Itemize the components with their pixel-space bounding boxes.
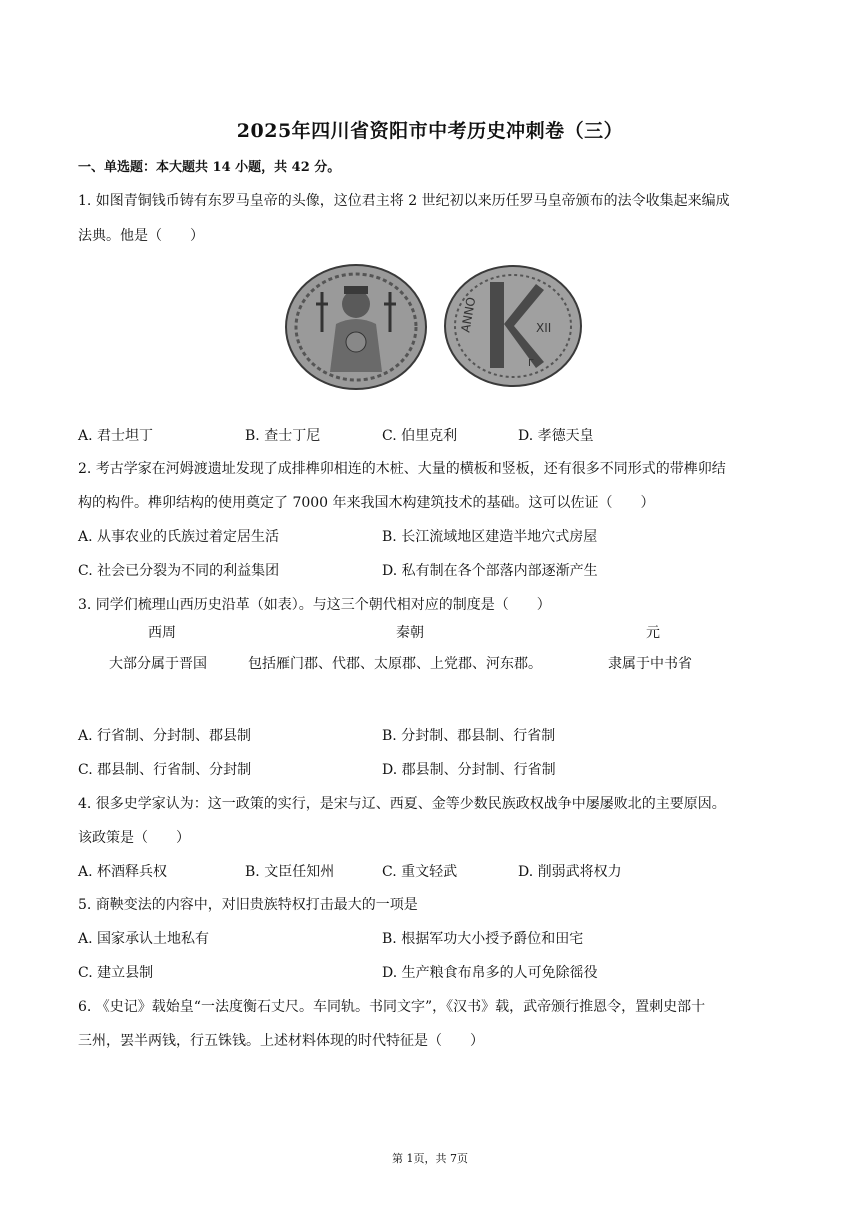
q5-option-d[interactable]: D. 生产粮食布帛多的人可免除徭役: [382, 965, 598, 981]
question-1-line-2: 法典。他是（ ）: [78, 228, 204, 244]
q5-option-b[interactable]: B. 根据军功大小授予爵位和田宅: [382, 931, 584, 947]
svg-text:Γ: Γ: [528, 358, 534, 369]
table-header-western-zhou: 西周: [148, 625, 176, 641]
q3-option-c[interactable]: C. 郡县制、行省制、分封制: [78, 762, 252, 778]
q4-option-a[interactable]: A. 杯酒释兵权: [78, 864, 168, 880]
q1-option-c[interactable]: C. 伯里克利: [382, 428, 458, 444]
q4-option-d[interactable]: D. 削弱武将权力: [518, 864, 622, 880]
q1-option-a[interactable]: A. 君士坦丁: [78, 428, 154, 444]
q2-option-a[interactable]: A. 从事农业的氏族过着定居生活: [78, 529, 280, 545]
question-4-line-1: 4. 很多史学家认为：这一政策的实行，是宋与辽、西夏、金等少数民族政权战争中屡屡败北的主要原因。: [78, 796, 726, 812]
page-title: 2025年四川省资阳市中考历史冲刺卷（三）: [236, 120, 624, 142]
section-heading: 一、单选题：本大题共 14 小题，共 42 分。: [78, 160, 341, 175]
page-footer: 第 1页，共 7页: [392, 1152, 468, 1165]
question-5-line-1: 5. 商鞅变法的内容中，对旧贵族特权打击最大的一项是: [78, 897, 418, 913]
q5-option-a[interactable]: A. 国家承认土地私有: [78, 931, 210, 947]
table-header-qin: 秦朝: [396, 625, 424, 641]
table-cell-western-zhou: 大部分属于晋国: [109, 656, 207, 672]
q2-option-b[interactable]: B. 长江流域地区建造半地穴式房屋: [382, 529, 598, 545]
table-cell-yuan: 隶属于中书省: [608, 656, 692, 672]
q4-option-b[interactable]: B. 文臣任知州: [245, 864, 335, 880]
question-2-line-2: 构的构件。榫卯结构的使用奠定了 7000 年来我国木构建筑技术的基础。这可以佐证（ ）: [78, 495, 655, 511]
question-2-line-1: 2. 考古学家在河姆渡遗址发现了成排榫卯相连的木桩、大量的横板和竖板，还有很多不同形式的带榫卯结: [78, 461, 726, 477]
q5-option-c[interactable]: C. 建立县制: [78, 965, 154, 981]
q4-option-c[interactable]: C. 重文轻武: [382, 864, 458, 880]
table-header-yuan: 元: [646, 625, 660, 641]
q3-option-b[interactable]: B. 分封制、郡县制、行省制: [382, 728, 556, 744]
q2-option-c[interactable]: C. 社会已分裂为不同的利益集团: [78, 563, 280, 579]
question-6-line-1: 6. 《史记》载始皇“一法度衡石丈尺。车同轨。书同文字”，《汉书》载，武帝颁行推恩令，置刺史部十: [78, 999, 706, 1015]
q3-option-a[interactable]: A. 行省制、分封制、郡县制: [78, 728, 252, 744]
svg-text:ANNO: ANNO: [458, 296, 479, 334]
svg-text:XII: XII: [536, 321, 552, 335]
table-cell-qin: 包括雁门郡、代郡、太原郡、上党郡、河东郡。: [248, 656, 542, 672]
question-3-line-1: 3. 同学们梳理山西历史沿革（如表）。与这三个朝代相对应的制度是（ ）: [78, 597, 551, 613]
coin-obverse-image: [282, 262, 430, 392]
question-6-line-2: 三州，罢半两钱，行五铢钱。上述材料体现的时代特征是（ ）: [78, 1033, 484, 1049]
q2-option-d[interactable]: D. 私有制在各个部落内部逐渐产生: [382, 563, 598, 579]
q1-option-b[interactable]: B. 查士丁尼: [245, 428, 321, 444]
question-4-line-2: 该政策是（ ）: [78, 830, 190, 846]
q1-option-d[interactable]: D. 孝德天皇: [518, 428, 594, 444]
q3-option-d[interactable]: D. 郡县制、分封制、行省制: [382, 762, 556, 778]
question-1-line-1: 1. 如图青铜钱币铸有东罗马皇帝的头像，这位君主将 2 世纪初以来历任罗马皇帝颁布的法令收集起来编成: [78, 193, 730, 209]
coin-reverse-image: [440, 262, 586, 390]
